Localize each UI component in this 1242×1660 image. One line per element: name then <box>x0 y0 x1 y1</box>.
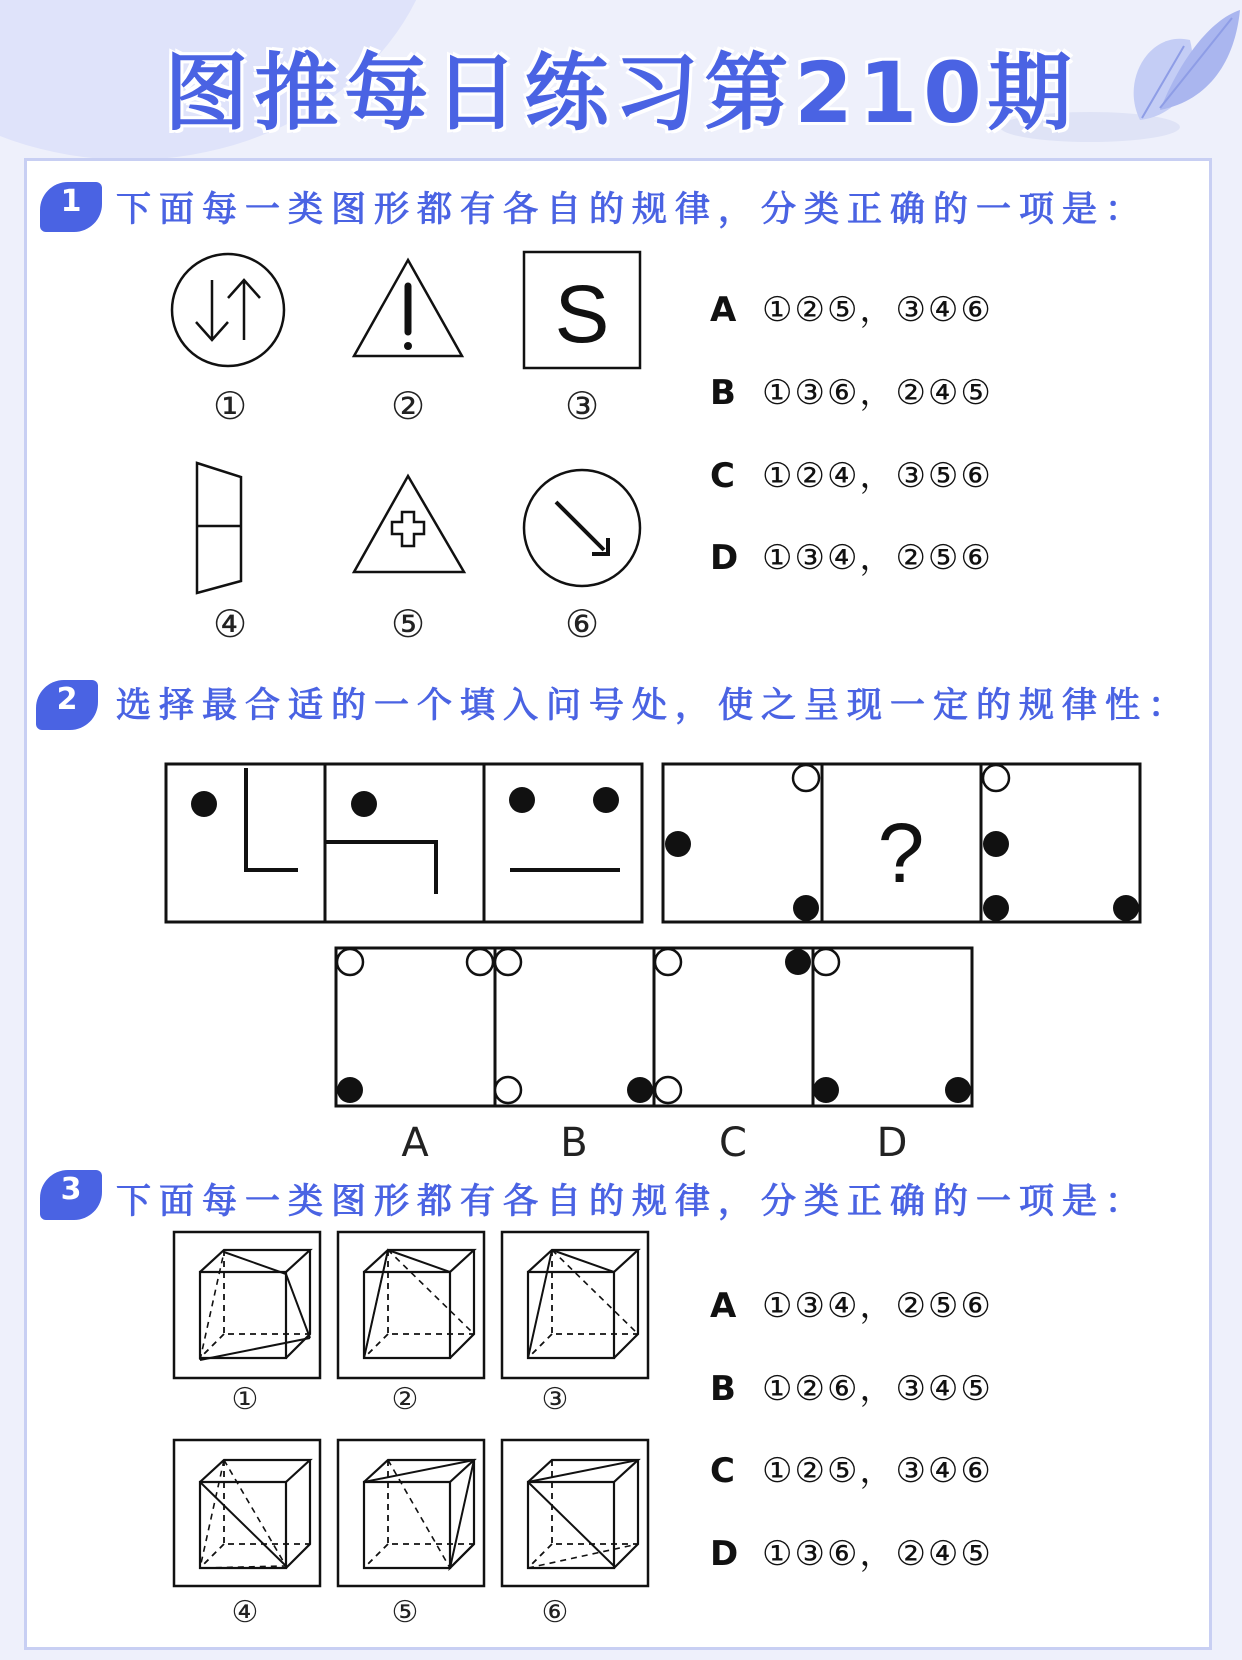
option-letter: D <box>710 1534 741 1574</box>
question-3-badge: 3 <box>40 1170 102 1220</box>
option-text: ①②⑤，③④⑥ <box>762 290 993 330</box>
q2-choice-label-a[interactable]: A <box>401 1120 429 1166</box>
question-1-prompt: 下面每一类图形都有各自的规律，分类正确的一项是： <box>116 190 1149 230</box>
question-2-prompt: 选择最合适的一个填入问号处，使之呈现一定的规律性： <box>116 686 1192 726</box>
q3-option-c[interactable] <box>710 1443 993 1492</box>
option-letter: C <box>710 456 737 496</box>
q3-figure-label-6: ⑥ <box>541 1595 569 1630</box>
cross-triangle-icon <box>354 476 464 572</box>
q1-option-b[interactable] <box>710 365 993 414</box>
q1-figures <box>160 236 650 656</box>
option-letter: D <box>710 538 741 578</box>
arrow-circle-icon <box>524 470 640 586</box>
q3-figure-label-3: ③ <box>541 1382 569 1417</box>
q3-option-d[interactable] <box>710 1526 993 1575</box>
q2-choice-label-c[interactable]: C <box>719 1120 747 1166</box>
option-text: ①②④，③⑤⑥ <box>762 456 993 496</box>
option-text: ①③⑥，②④⑤ <box>762 373 993 413</box>
q1-figure-label-6: ⑥ <box>564 602 600 646</box>
q1-figure-label-2: ② <box>390 384 426 428</box>
q3-option-b[interactable] <box>710 1361 993 1410</box>
q2-answer-choices <box>334 946 974 1106</box>
option-letter: A <box>710 290 739 330</box>
warning-triangle-icon <box>354 260 462 356</box>
option-text: ①③④，②⑤⑥ <box>762 538 993 578</box>
up-down-arrows-circle-icon <box>172 254 284 366</box>
q3-figure-label-4: ④ <box>231 1595 259 1630</box>
trapezoid-icon <box>197 463 241 593</box>
q2-choice-label-b[interactable]: B <box>560 1120 588 1166</box>
q1-figure-label-5: ⑤ <box>390 602 426 646</box>
letter-s: S <box>554 269 610 360</box>
option-text: ①②⑥，③④⑤ <box>762 1369 993 1409</box>
q1-figure-label-1: ① <box>212 384 248 428</box>
q3-figure-label-1: ① <box>231 1382 259 1417</box>
q2-sequence <box>166 764 1142 924</box>
question-mark: ? <box>877 806 925 900</box>
option-letter: C <box>710 1451 737 1491</box>
q3-option-a[interactable] <box>710 1278 993 1327</box>
question-2-badge: 2 <box>36 680 98 730</box>
option-text: ①②⑤，③④⑥ <box>762 1451 993 1491</box>
option-text: ①③④，②⑤⑥ <box>762 1286 993 1326</box>
q1-option-d[interactable] <box>710 530 993 579</box>
question-1-badge: 1 <box>40 182 102 232</box>
q1-option-c[interactable] <box>710 448 993 497</box>
q1-figure-label-3: ③ <box>564 384 600 428</box>
page-title: 图推每日练习第210期 <box>164 44 1078 142</box>
q2-choice-label-d[interactable]: D <box>876 1120 908 1166</box>
q3-figure-label-2: ② <box>391 1382 419 1417</box>
question-3-prompt: 下面每一类图形都有各自的规律，分类正确的一项是： <box>116 1182 1149 1222</box>
letter-s-square-icon <box>524 252 640 368</box>
option-text: ①③⑥，②④⑤ <box>762 1534 993 1574</box>
q1-option-a[interactable] <box>710 282 993 331</box>
option-letter: A <box>710 1286 739 1326</box>
option-letter: B <box>710 1369 738 1409</box>
q1-figure-label-4: ④ <box>212 602 248 646</box>
option-letter: B <box>710 373 738 413</box>
q3-figure-label-5: ⑤ <box>391 1595 419 1630</box>
